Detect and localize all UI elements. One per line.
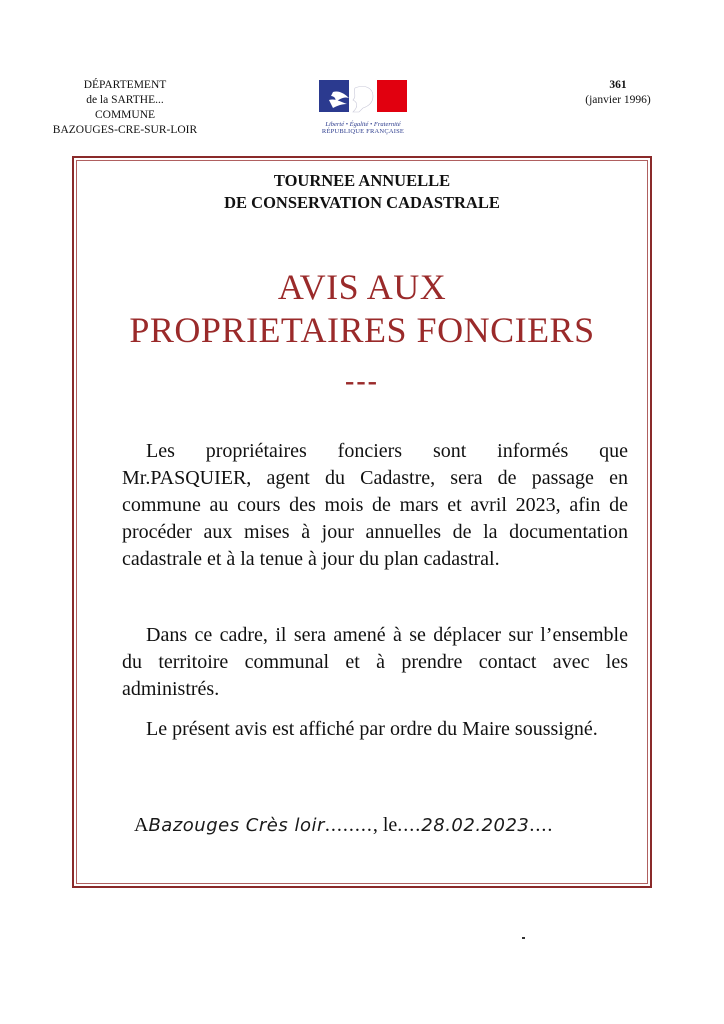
notice-paragraph-3: Le présent avis est affiché par ordre du Maire soussigné. (146, 718, 598, 740)
subtitle-line-1: TOURNEE ANNUELLE (273, 171, 451, 190)
signature-line (134, 810, 614, 841)
form-reference (548, 78, 688, 108)
notice-paragraph-2: Dans ce cadre, il sera amené à se déplacer sur l’ensemble du territoire communal et à prendre contact avec les administrés. (122, 624, 628, 700)
notice-subtitle (74, 170, 650, 214)
scan-speck (522, 937, 525, 939)
title-line-1: AVIS AUX (277, 267, 447, 307)
marianne-flag-icon (319, 78, 407, 114)
department-header (40, 78, 210, 138)
republique-francaise-logo (308, 78, 418, 135)
notice-title (74, 266, 650, 352)
notice-frame (72, 156, 652, 888)
republic-name: RÉPUBLIQUE FRANÇAISE (321, 128, 405, 135)
form-number: 361 (609, 79, 627, 91)
signature-le: , le (372, 814, 398, 836)
date-dots-after: .... (529, 814, 554, 836)
handwritten-date: 28.02.2023 (421, 815, 530, 836)
date-dots-before: .... (397, 814, 422, 836)
republic-motto: Liberté • Égalité • Fraternité (325, 121, 401, 128)
commune-name-line: BAZOUGES-CRE-SUR-LOIR (52, 124, 198, 136)
form-date: (janvier 1996) (585, 94, 651, 106)
place-dots: ........ (324, 814, 373, 836)
signature-prefix: A (134, 814, 149, 836)
title-line-2: PROPRIETAIRES FONCIERS (129, 310, 595, 350)
department-line: DÉPARTEMENT (83, 79, 167, 91)
subtitle-line-2: DE CONSERVATION CADASTRALE (224, 193, 500, 212)
commune-line: COMMUNE (94, 109, 156, 121)
handwritten-place: Bazouges Crès loir (148, 815, 325, 836)
title-separator: --- (345, 366, 379, 397)
notice-paragraph-1: Les propriétaires fonciers sont informés que Mr.PASQUIER, agent du Cadastre, sera de passage en commune au cours des mois de mars et avril 2023, afin de procéder aux mises à jour annuelles de la documentation cadastrale et à la tenue à jour du plan cadastral. (122, 440, 628, 570)
department-name-line: de la SARTHE... (86, 94, 164, 106)
